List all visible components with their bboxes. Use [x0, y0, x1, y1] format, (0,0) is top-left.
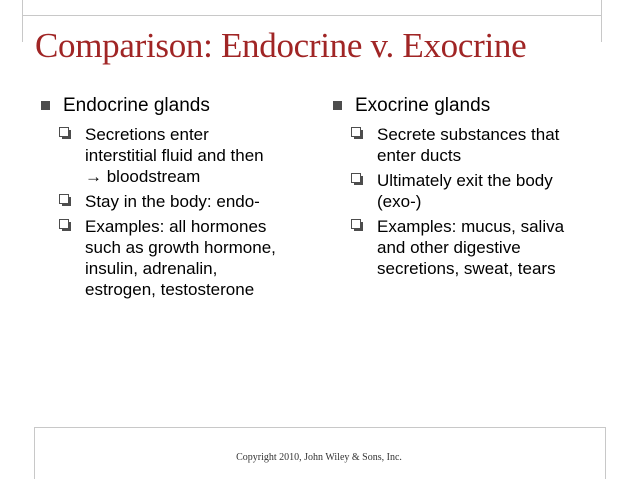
box-bullet-icon — [351, 127, 364, 140]
top-rule — [22, 15, 602, 16]
exocrine-heading-label: Exocrine glands — [355, 95, 491, 116]
square-bullet-icon — [333, 101, 342, 110]
item-line: such as growth hormone, — [85, 238, 276, 257]
copyright-footer: Copyright 2010, John Wiley & Sons, Inc. — [236, 452, 402, 463]
box-bullet-icon — [59, 194, 72, 207]
list-item — [59, 216, 321, 300]
box-bullet-icon — [59, 219, 72, 232]
box-bullet-icon — [351, 173, 364, 186]
exocrine-list — [351, 124, 623, 279]
item-line: and other digestive — [377, 238, 521, 257]
item-line: Examples: all hormones — [85, 217, 267, 236]
endocrine-column — [41, 95, 321, 304]
slide-title: Comparison: Endocrine v. Exocrine — [35, 26, 527, 65]
item-line: enter ducts — [377, 146, 462, 165]
square-bullet-icon — [41, 101, 50, 110]
item-line: → bloodstream — [85, 167, 201, 186]
item-line: Secrete substances that — [377, 125, 560, 144]
item-line: Stay in the body: endo- — [85, 192, 260, 211]
list-item — [59, 124, 321, 187]
list-item — [59, 191, 321, 212]
list-item — [351, 124, 623, 166]
item-line: Examples: mucus, saliva — [377, 217, 565, 236]
box-bullet-icon — [351, 219, 364, 232]
right-vertical-rule — [601, 0, 602, 42]
endocrine-list — [59, 124, 321, 300]
list-item — [351, 170, 623, 212]
list-item — [351, 216, 623, 279]
item-line: Ultimately exit the body — [377, 171, 553, 190]
item-line: Secretions enter — [85, 125, 209, 144]
item-line: estrogen, testosterone — [85, 280, 255, 299]
box-bullet-icon — [59, 127, 72, 140]
item-line: (exo-) — [377, 192, 422, 211]
endocrine-heading-label: Endocrine glands — [63, 95, 210, 116]
endocrine-heading — [41, 95, 321, 117]
left-vertical-rule — [22, 0, 23, 42]
exocrine-heading — [333, 95, 623, 117]
bottom-rule — [34, 427, 606, 428]
exocrine-column — [333, 95, 623, 283]
item-line: interstitial fluid and then — [85, 146, 264, 165]
item-line: insulin, adrenalin, — [85, 259, 218, 278]
item-line: secretions, sweat, tears — [377, 259, 556, 278]
